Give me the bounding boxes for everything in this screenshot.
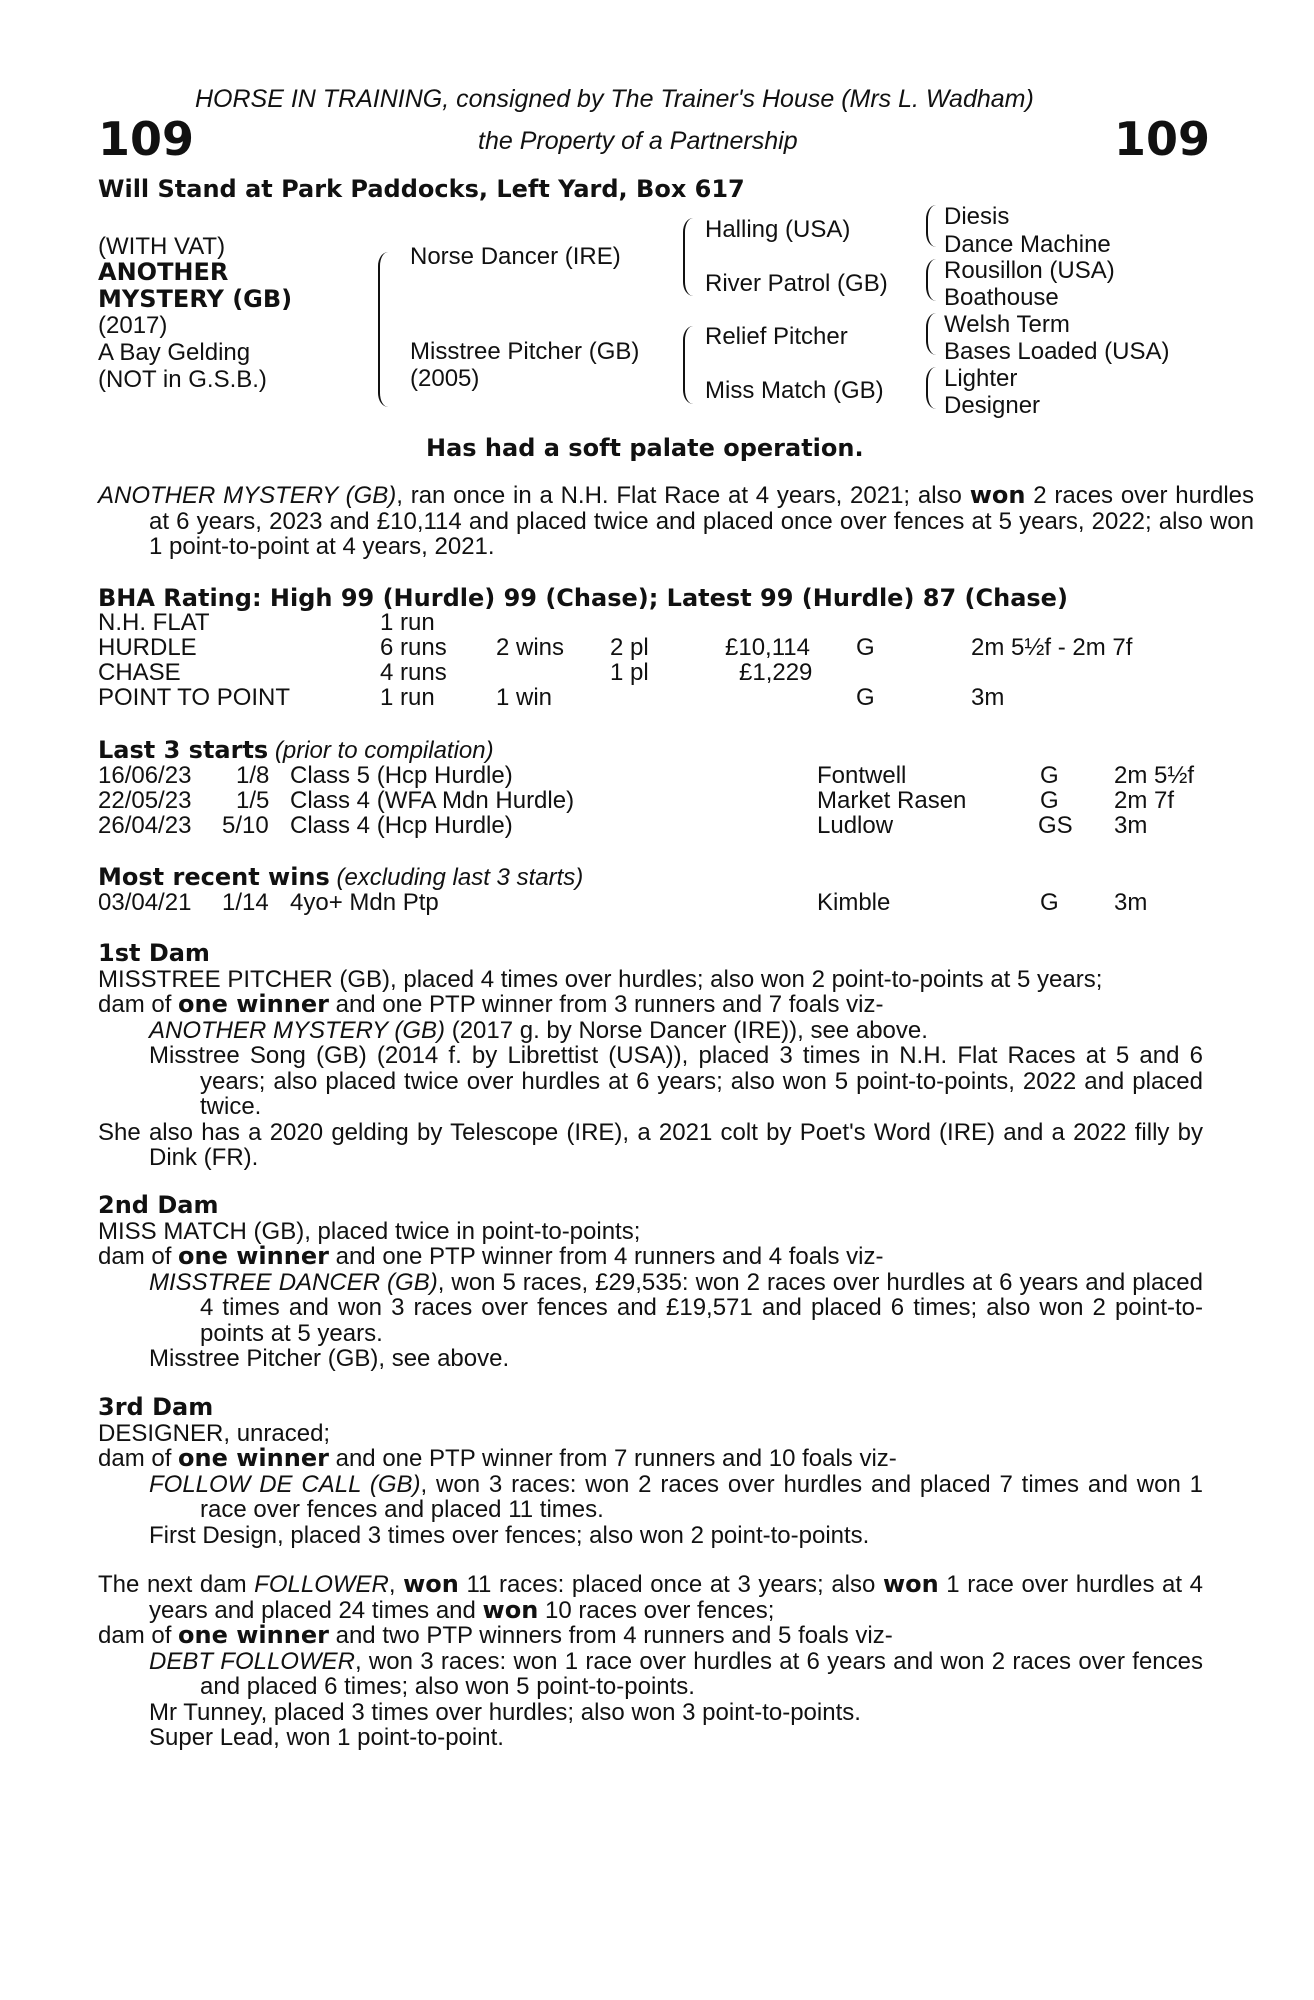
second-dam-offspring: MISSTREE DANCER (GB), won 5 races, £29,535: won 2 races over hurdles at 6 years and placed 4 times and won 3 races over fences and £19,571 and placed 6 times; also won 2 point-to-points at 5 years. (149, 1268, 1203, 1347)
second-dam-offspring: Misstree Pitcher (GB), see above. (149, 1345, 510, 1372)
start-going: GS (1038, 812, 1073, 839)
property-line: the Property of a Partnership (478, 127, 798, 155)
next-dam-offspring: DEBT FOLLOWER, won 3 races: won 1 race over hurdles at 6 years and won 2 races over fences and placed 6 times; also won 5 point-to-points. (149, 1647, 1203, 1700)
sire-dam-sire: Rousillon (USA) (944, 257, 1115, 284)
start-class: Class 4 (WFA Mdn Hurdle) (290, 787, 575, 814)
rating-runs: 1 run (380, 609, 435, 636)
third-dam-section (98, 1395, 1203, 1548)
second-dam-section (98, 1193, 1203, 1372)
dam-dam: Miss Match (GB) (705, 377, 884, 404)
next-dam-section (98, 1572, 1203, 1751)
sire-dam: River Patrol (GB) (705, 270, 888, 297)
lot-number-left: 109 (98, 112, 195, 166)
recent-heading (98, 863, 583, 892)
race-summary (98, 483, 1254, 560)
dam-dam-dam: Designer (944, 392, 1041, 419)
second-dam-produce: dam of one winner and one PTP winner from 4 runners and 4 foals viz- (98, 1242, 884, 1270)
pedigree-brace-ss (926, 205, 938, 247)
recent-note: (excluding last 3 starts) (336, 864, 584, 891)
rating-placed: 1 pl (610, 659, 649, 686)
pedigree-brace-dam (683, 326, 695, 404)
dam-sire: Relief Pitcher (705, 323, 848, 350)
rating-prize: £1,229 (739, 659, 813, 686)
horse-year: (2017) (98, 312, 168, 339)
start-class: Class 5 (Hcp Hurdle) (290, 762, 513, 789)
first-dam-offspring: ANOTHER MYSTERY (GB) (2017 g. by Norse Dancer (IRE)), see above. (149, 1016, 928, 1044)
start-course: Market Rasen (817, 787, 967, 814)
last3-title: Last 3 starts (98, 736, 269, 764)
win-date: 03/04/21 (98, 889, 192, 916)
summary-text-b: 2 races over hurdles at 6 years, 2023 and £10,114 and placed twice and placed once over fences at 5 years, 2022; also won 1 point-to-point at 4 years, 2021. (149, 482, 1255, 560)
rating-runs: 1 run (380, 684, 435, 711)
start-distance: 2m 5½f (1114, 762, 1195, 789)
pedigree-brace-main (378, 252, 390, 407)
rating-wins: 2 wins (496, 634, 565, 661)
rating-type: POINT TO POINT (98, 684, 291, 711)
last3-heading (98, 736, 494, 765)
start-date: 16/06/23 (98, 762, 192, 789)
rating-type: CHASE (98, 659, 181, 686)
second-dam-heading: 2nd Dam (98, 1191, 219, 1219)
consignor-line: HORSE IN TRAINING, consigned by The Trainer's House (Mrs L. Wadham) (195, 85, 1034, 113)
sire-sire-sire: Diesis (944, 203, 1010, 230)
summary-won: won (969, 481, 1026, 509)
first-dam-record: MISSTREE PITCHER (GB), placed 4 times over hurdles; also won 2 point-to-points at 5 years; (98, 965, 1103, 993)
recent-title: Most recent wins (98, 863, 330, 891)
sire: Norse Dancer (IRE) (410, 243, 621, 270)
lot-number-right: 109 (1114, 112, 1211, 166)
start-position: 5/10 (222, 812, 269, 839)
palate-note: Has had a soft palate operation. (426, 434, 864, 462)
pedigree-brace-sire (683, 218, 695, 296)
start-date: 22/05/23 (98, 787, 192, 814)
dam: Misstree Pitcher (GB) (410, 338, 640, 365)
rating-going: G (856, 684, 875, 711)
next-dam-produce: dam of one winner and two PTP winners from 4 runners and 5 foals viz- (98, 1621, 893, 1649)
next-dam-offspring: Super Lead, won 1 point-to-point. (149, 1724, 504, 1751)
rating-type: HURDLE (98, 634, 197, 661)
rating-distance: 2m 5½f - 2m 7f (971, 634, 1133, 661)
start-position: 1/8 (236, 762, 270, 789)
summary-text-a: , ran once in a N.H. Flat Race at 4 years, 2021; also (396, 482, 970, 509)
dam-year: (2005) (410, 365, 480, 392)
rating-type: N.H. FLAT (98, 609, 210, 636)
horse-name-line1: ANOTHER (98, 258, 229, 286)
stand-location: Will Stand at Park Paddocks, Left Yard, Box 617 (98, 175, 745, 203)
third-dam-offspring: First Design, placed 3 times over fences; also won 2 point-to-points. (149, 1521, 870, 1549)
rating-distance: 3m (971, 684, 1005, 711)
horse-name-line2: MYSTERY (GB) (98, 285, 293, 313)
pedigree-brace-sd (926, 259, 938, 301)
rating-wins: 1 win (496, 684, 553, 711)
horse-description: A Bay Gelding (98, 339, 251, 366)
dam-sire-dam: Bases Loaded (USA) (944, 338, 1170, 365)
sire-sire: Halling (USA) (705, 216, 851, 243)
dam-sire-sire: Welsh Term (944, 311, 1070, 338)
win-class: 4yo+ Mdn Ptp (290, 889, 439, 916)
rating-runs: 6 runs (380, 634, 447, 661)
summary-horse-name: ANOTHER MYSTERY (GB) (98, 482, 397, 509)
start-distance: 2m 7f (1114, 787, 1175, 814)
next-dam-record: The next dam FOLLOWER, won 11 races: placed once at 3 years; also won 1 race over hurdles at 4 years and placed 24 times and won 10 races over fences; (98, 1570, 1204, 1624)
sire-sire-dam: Dance Machine (944, 231, 1111, 258)
last3-note: (prior to compilation) (274, 737, 494, 764)
start-position: 1/5 (236, 787, 270, 814)
third-dam-produce: dam of one winner and one PTP winner from 7 runners and 10 foals viz- (98, 1444, 897, 1472)
start-date: 26/04/23 (98, 812, 192, 839)
first-dam-heading: 1st Dam (98, 939, 210, 967)
start-going: G (1040, 762, 1059, 789)
start-distance: 3m (1114, 812, 1148, 839)
first-dam-offspring: Misstree Song (GB) (2014 f. by Librettist (USA)), placed 3 times in N.H. Flat Races at 5 and 6 years; also placed twice over hurdles at 6 years; also won 5 point-to-points, 2022 and placed twice. (149, 1042, 1203, 1120)
dam-dam-sire: Lighter (944, 365, 1018, 392)
sire-dam-dam: Boathouse (944, 284, 1059, 311)
third-dam-record: DESIGNER, unraced; (98, 1419, 331, 1447)
win-distance: 3m (1114, 889, 1148, 916)
win-course: Kimble (817, 889, 891, 916)
first-dam-produce: dam of one winner and one PTP winner from 3 runners and 7 foals viz- (98, 990, 884, 1018)
rating-runs: 4 runs (380, 659, 447, 686)
pedigree-brace-ds (926, 313, 938, 355)
win-going: G (1040, 889, 1059, 916)
rating-prize: £10,114 (725, 634, 810, 661)
pedigree-brace-dd (926, 367, 938, 409)
third-dam-heading: 3rd Dam (98, 1393, 214, 1421)
vat-status: (WITH VAT) (98, 233, 226, 260)
bha-rating: BHA Rating: High 99 (Hurdle) 99 (Chase); Latest 99 (Hurdle) 87 (Chase) (98, 584, 1068, 612)
start-course: Fontwell (817, 762, 907, 789)
next-dam-offspring: Mr Tunney, placed 3 times over hurdles; also won 3 point-to-points. (149, 1698, 861, 1726)
third-dam-offspring: FOLLOW DE CALL (GB), won 3 races: won 2 races over hurdles and placed 7 times and won 1 race over fences and placed 11 times. (149, 1470, 1203, 1523)
start-class: Class 4 (Hcp Hurdle) (290, 812, 513, 839)
first-dam-section (98, 941, 1203, 1171)
win-position: 1/14 (222, 889, 269, 916)
rating-placed: 2 pl (610, 634, 649, 661)
start-course: Ludlow (817, 812, 894, 839)
gsb-status: (NOT in G.S.B.) (98, 366, 267, 393)
second-dam-record: MISS MATCH (GB), placed twice in point-to-points; (98, 1217, 641, 1245)
start-going: G (1040, 787, 1059, 814)
first-dam-other-foals: She also has a 2020 gelding by Telescope (IRE), a 2021 colt by Poet's Word (IRE) and a 2022 filly by Dink (FR). (98, 1118, 1203, 1171)
rating-going: G (856, 634, 875, 661)
